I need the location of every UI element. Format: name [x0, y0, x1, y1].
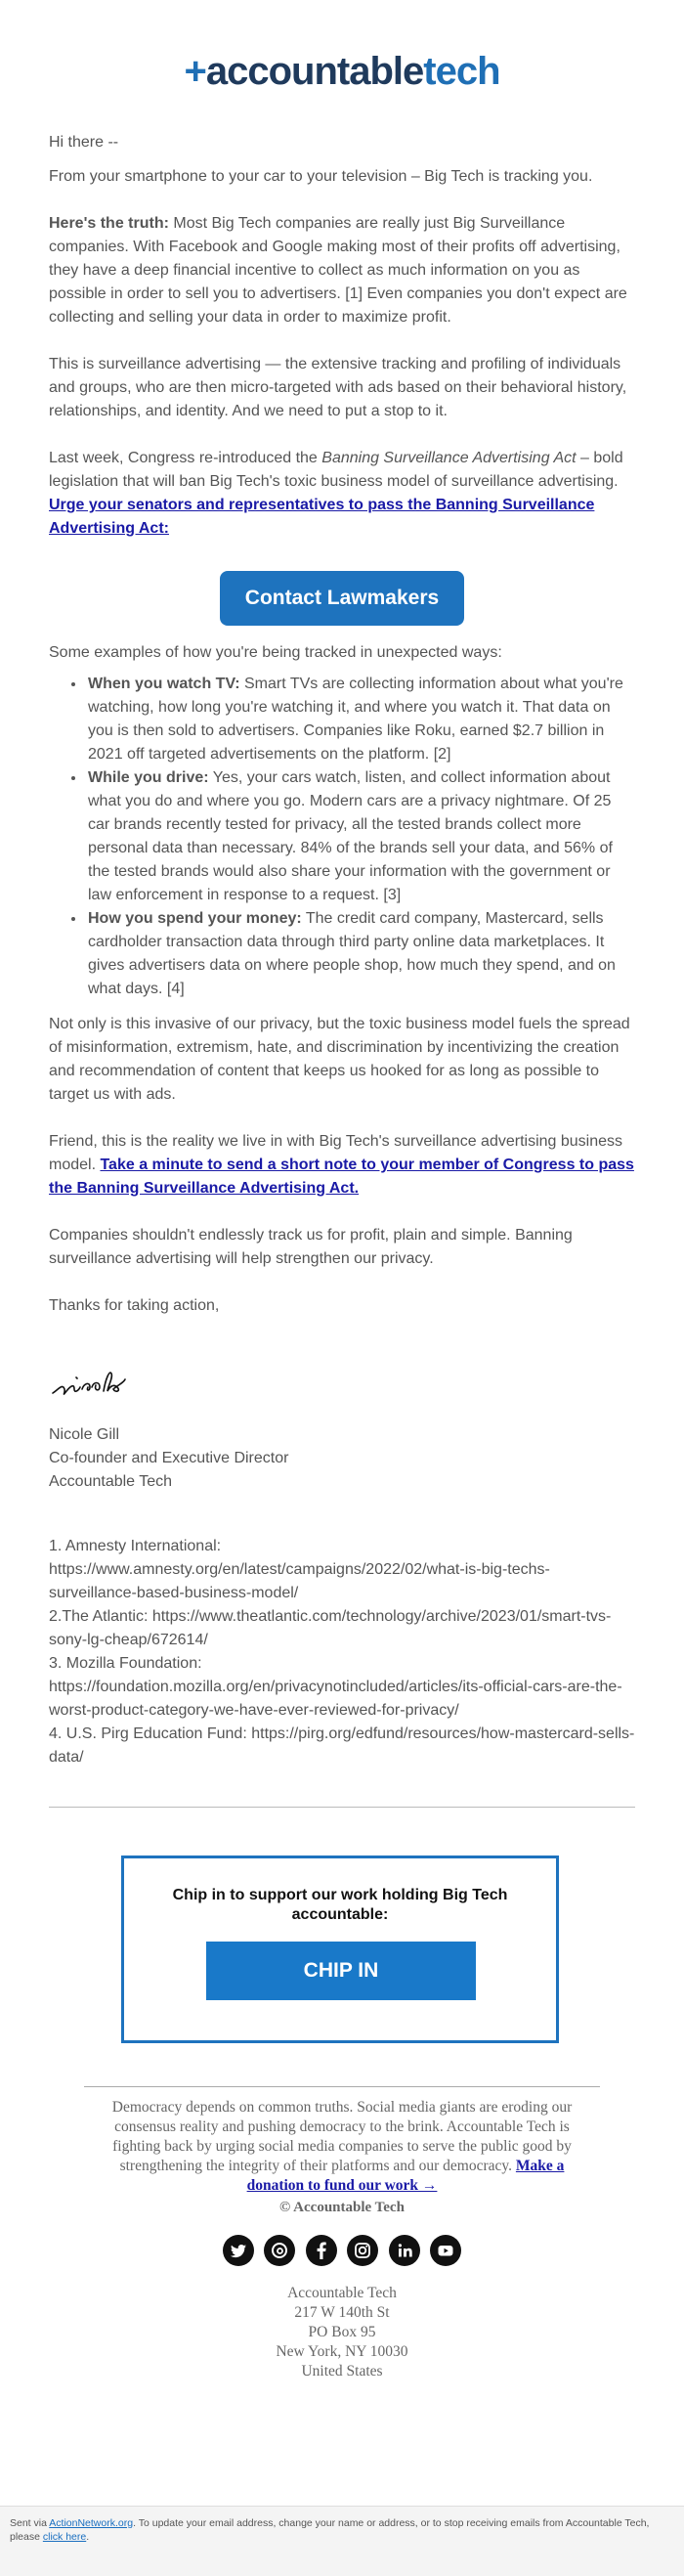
chip-in-button[interactable]: CHIP IN [206, 1942, 476, 2000]
handwritten-signature [49, 1354, 156, 1413]
footnote: 1. Amnesty International: https://www.amnesty.org/en/latest/campaigns/2022/02/what-is-big-techs-surveillance-based-business-model/ [49, 1538, 550, 1601]
address-line: New York, NY 10030 [276, 2343, 408, 2360]
footnotes [49, 1535, 635, 1769]
unsubscribe-text [10, 2516, 670, 2544]
example-label: While you drive: [88, 769, 209, 786]
companies-paragraph: Companies shouldn't endlessly track us for profit, plain and simple. Banning surveillance advertising will help strengthen our privacy. [49, 1227, 573, 1267]
example-text: Yes, your cars watch, listen, and collect information about what you do and where you go. Modern cars are a privacy nightmare. Of 25 car brands recently tested for privacy, all the tested brands collect more personal data than necessary. 84% of the brands sell your data, and 56% of the tested brands would also share your information with the government or law enforcement in response to a request. [3] [88, 769, 613, 903]
footer-divider [84, 2086, 600, 2087]
social-links [0, 2235, 684, 2268]
address-line: United States [301, 2363, 383, 2380]
linkedin-icon[interactable] [389, 2235, 420, 2266]
address-line: 217 W 140th St [294, 2304, 390, 2321]
signature-name: Nicole Gill [49, 1426, 120, 1443]
twitter-icon[interactable] [223, 2235, 254, 2266]
last-week-paragraph [49, 447, 635, 541]
actionnetwork-link[interactable]: ActionNetwork.org [49, 2517, 134, 2529]
divider [49, 1807, 635, 1808]
address-line: Accountable Tech [287, 2285, 397, 2301]
signature-block [49, 1423, 635, 1494]
facebook-icon[interactable] [306, 2235, 337, 2266]
example-label: When you watch TV: [88, 676, 240, 692]
footnote: 4. U.S. Pirg Education Fund: https://pirg.org/edfund/resources/how-mastercard-sells-data/ [49, 1725, 635, 1766]
mailing-address [0, 2284, 684, 2381]
invasive-paragraph: Not only is this invasive of our privacy, but the toxic business model fuels the spread of misinformation, extremism, hate, and discrimination by incentivizing the creation and recommendation of content that keeps us hooked for as long as possible to target us with ads. [49, 1016, 630, 1103]
donate-link[interactable]: Make a donation to fund our work → [246, 2158, 565, 2194]
copyright: © Accountable Tech [279, 2200, 405, 2215]
signature-image [49, 1354, 156, 1413]
footnote: 3. Mozilla Foundation: https://foundation.mozilla.org/en/privacynotincluded/articles/its-official-cars-are-the-worst-product-category-we-have-ever-reviewed-for-privacy/ [49, 1655, 622, 1719]
click-here-link[interactable]: click here [42, 2531, 87, 2543]
examples-intro: Some examples of how you're being tracked in unexpected ways: [49, 644, 502, 661]
surveillance-paragraph: This is surveillance advertising — the extensive tracking and profiling of individuals and groups, who are then micro-targeted with ads based on their behavioral history, relationships, and identity. And we need to put a stop to it. [49, 356, 627, 419]
example-text: The credit card company, Mastercard, sells cardholder transaction data through third party online data marketplaces. It gives advertisers data on where people shop, how much they spend, and on what days. [4] [88, 910, 616, 997]
list-item [86, 907, 635, 1001]
list-item [86, 673, 635, 766]
send-note-link[interactable]: Take a minute to send a short note to your member of Congress to pass the Banning Surveillance Advertising Act. [49, 1157, 634, 1197]
example-label: How you spend your money: [88, 910, 302, 927]
friend-paragraph [49, 1130, 635, 1201]
signature-org: Accountable Tech [49, 1473, 173, 1490]
signature-title: Co-founder and Executive Director [49, 1450, 289, 1466]
thanks-line: Thanks for taking action, [49, 1297, 220, 1314]
email-body-top [49, 131, 635, 541]
logo-accountable: accountable [205, 50, 424, 93]
sent-via-mid: . To update your email address, change your name or address, or to stop receiving emails from Accountable Tech, please [10, 2517, 650, 2543]
examples-list [49, 673, 635, 1001]
footer-mission [98, 2098, 586, 2196]
address-line: PO Box 95 [308, 2324, 376, 2340]
greeting: Hi there -- [49, 134, 119, 151]
youtube-icon[interactable] [430, 2235, 461, 2266]
chip-in-prompt: Chip in to support our work holding Big Tech accountable: [172, 1887, 508, 1923]
intro-paragraph: From your smartphone to your car to your television – Big Tech is tracking you. [49, 168, 593, 185]
example-text: Smart TVs are collecting information about what you're watching, how long you're watching it, and where you watch it. That data on you is then sold to advertisers. Companies like Roku, earned $2.7 billion in 2021 off targeted advertisements on the platform. [2] [88, 676, 623, 763]
sent-via-pre: Sent via [10, 2517, 50, 2529]
footnote: 2.The Atlantic: https://www.theatlantic.com/technology/archive/2023/01/smart-tvs-sony-lg-cheap/672614/ [49, 1608, 612, 1648]
truth-paragraph [49, 212, 635, 329]
logo-plus: + [184, 50, 206, 93]
urge-lawmakers-link[interactable]: Urge your senators and representatives to pass the Banning Surveillance Advertising Act: [49, 497, 595, 537]
instagram-icon[interactable] [347, 2235, 378, 2266]
friend-pre: Friend, this is the reality we live in with Big Tech's surveillance advertising business model. [49, 1133, 623, 1173]
truth-label: Here's the truth: [49, 215, 169, 232]
act-name: Banning Surveillance Advertising Act [321, 450, 577, 466]
logo-tech: tech [423, 50, 500, 93]
list-item [86, 766, 635, 907]
chip-in-box [121, 1856, 559, 2043]
threads-icon[interactable] [264, 2235, 295, 2266]
accountable-tech-logo[interactable] [0, 47, 684, 96]
contact-lawmakers-button[interactable]: Contact Lawmakers [220, 571, 464, 626]
truth-body: Most Big Tech companies are really just Big Surveillance companies. With Facebook and Google making most of their profits off advertising, they have a deep financial incentive to collect as much information on you as possible in order to sell you to advertisers. [1] Even companies you don't expect are collecting and selling your data in order to maximize profit. [49, 215, 627, 326]
mission-text: Democracy depends on common truths. Social media giants are eroding our consensus reality and pushing democracy to the brink. Accountable Tech is fighting back by urging social media companies to serve the public good by strengthening the integrity of their platforms and our democracy. [111, 2099, 573, 2174]
last-week-pre: Last week, Congress re-introduced the [49, 450, 322, 466]
last-week-post: – bold legislation that will ban Big Tech's toxic business model of surveillance advertising. [49, 450, 623, 490]
email-body-middle [49, 641, 635, 1318]
sent-via-end: . [86, 2531, 90, 2543]
unsubscribe-bar [0, 2506, 684, 2576]
